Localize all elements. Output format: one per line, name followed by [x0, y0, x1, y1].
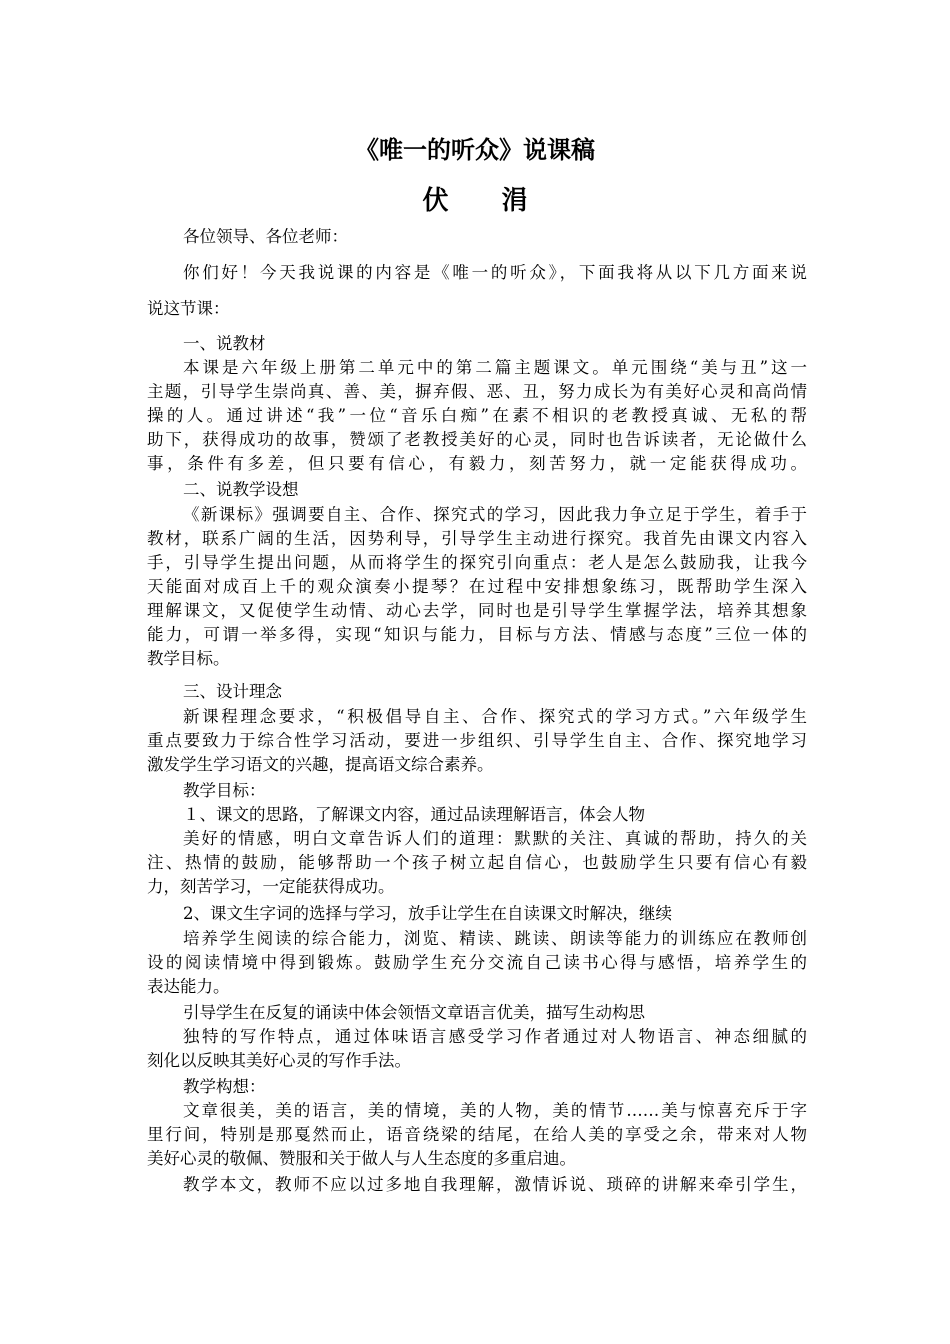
paragraph-line: 独特的写作特点，通过体味语言感受学习作者通过对人物语言、神态细腻的: [183, 1027, 807, 1046]
paragraph-line: 助下，获得成功的故事，赞颂了老教授美好的心灵，同时也告诉读者，无论做什么: [147, 430, 807, 449]
paragraph-line: 刻化以反映其美好心灵的写作手法。: [147, 1051, 411, 1070]
paragraph-line: 文章很美，美的语言，美的情境，美的人物，美的情节……美与惊喜充斥于字: [183, 1101, 807, 1120]
paragraph-line: 注、热情的鼓励，能够帮助一个孩子树立起自信心，也鼓励学生只要有信心有毅: [147, 853, 807, 872]
paragraph-line: 天能面对成百上千的观众演奏小提琴？在过程中安排想象练习，既帮助学生深入: [147, 577, 807, 596]
paragraph-line: 事，条件有多差，但只要有信心，有毅力，刻苦努力，就一定能获得成功。: [147, 454, 807, 473]
greeting-line: 各位领导、各位老师：: [183, 227, 348, 246]
paragraph-line: 力，刻苦学习，一定能获得成功。: [147, 877, 395, 896]
paragraph-line: 能力，可谓一举多得，实现“知识与能力，目标与方法、情感与态度”三位一体的: [147, 625, 807, 644]
paragraph-line: 《新课标》强调要自主、合作、探究式的学习，因此我力争立足于学生，着手于: [183, 505, 807, 524]
paragraph-line: 里行间，特别是那戛然而止，语音绕梁的结尾，在给人美的享受之余，带来对人物: [147, 1125, 807, 1144]
paragraph-line: 主题，引导学生崇尚真、善、美，摒弃假、恶、丑，努力成长为有美好心灵和高尚情: [147, 382, 807, 401]
paragraph-line: 激发学生学习语文的兴趣，提高语文综合素养。: [147, 755, 494, 774]
intro-line: 说这节课：: [147, 299, 230, 318]
paragraph-line: 教材，联系广阔的生活，因势利导，引导学生主动进行探究。我首先由课文内容入: [147, 529, 807, 548]
paragraph-line: 教学目标。: [147, 649, 230, 668]
paragraph-line: 引导学生在反复的诵读中体会领悟文章语言优美，描写生动构思: [183, 1003, 645, 1022]
paragraph-line: 操的人。通过讲述“我”一位“音乐白痴”在素不相识的老教授真诚、无私的帮: [147, 406, 807, 425]
paragraph-line: 美好的情感，明白文章告诉人们的道理：默默的关注、真诚的帮助，持久的关: [183, 829, 807, 848]
intro-line: 你们好！今天我说课的内容是《唯一的听众》，下面我将从以下几方面来说: [183, 263, 807, 282]
section-heading: 二、说教学设想: [183, 480, 299, 499]
paragraph-line: 美好心灵的敬佩、赞服和关于做人与人生态度的多重启迪。: [147, 1149, 576, 1168]
paragraph-line: 新课程理念要求，“积极倡导自主、合作、探究式的学习方式。”六年级学生: [183, 707, 807, 726]
paragraph-line: 本课是六年级上册第二单元中的第二篇主题课文。单元围绕“美与丑”这一: [183, 358, 807, 377]
section-heading: 教学构想：: [183, 1077, 266, 1096]
paragraph-line: １、课文的思路，了解课文内容，通过品读理解语言，体会人物: [183, 805, 645, 824]
section-heading: 教学目标：: [183, 781, 266, 800]
section-heading: 一、说教材: [183, 334, 266, 353]
paragraph-line: 理解课文，又促使学生动情、动心去学，同时也是引导学生掌握学法，培养其想象: [147, 601, 807, 620]
section-heading: 三、设计理念: [183, 682, 282, 701]
paragraph-line: 手，引导学生提出问题，从而将学生的探究引向重点：老人是怎么鼓励我，让我今: [147, 553, 807, 572]
paragraph-line: 表达能力。: [147, 977, 230, 996]
paragraph-line: 2、课文生字词的选择与学习，放手让学生在自读课文时解决，继续: [183, 904, 672, 923]
paragraph-line: 教学本文，教师不应以过多地自我理解，激情诉说、琐碎的讲解来牵引学生，: [183, 1175, 807, 1194]
paragraph-line: 培养学生阅读的综合能力，浏览、精读、跳读、朗读等能力的训练应在教师创: [183, 929, 807, 948]
paragraph-line: 重点要致力于综合性学习活动，要进一步组织、引导学生自主、合作、探究地学习: [147, 731, 807, 750]
document-author: 伏 涓: [422, 186, 550, 216]
document-title: 《唯一的听众》说课稿: [355, 136, 595, 164]
paragraph-line: 设的阅读情境中得到锻炼。鼓励学生充分交流自己读书心得与感悟，培养学生的: [147, 953, 807, 972]
